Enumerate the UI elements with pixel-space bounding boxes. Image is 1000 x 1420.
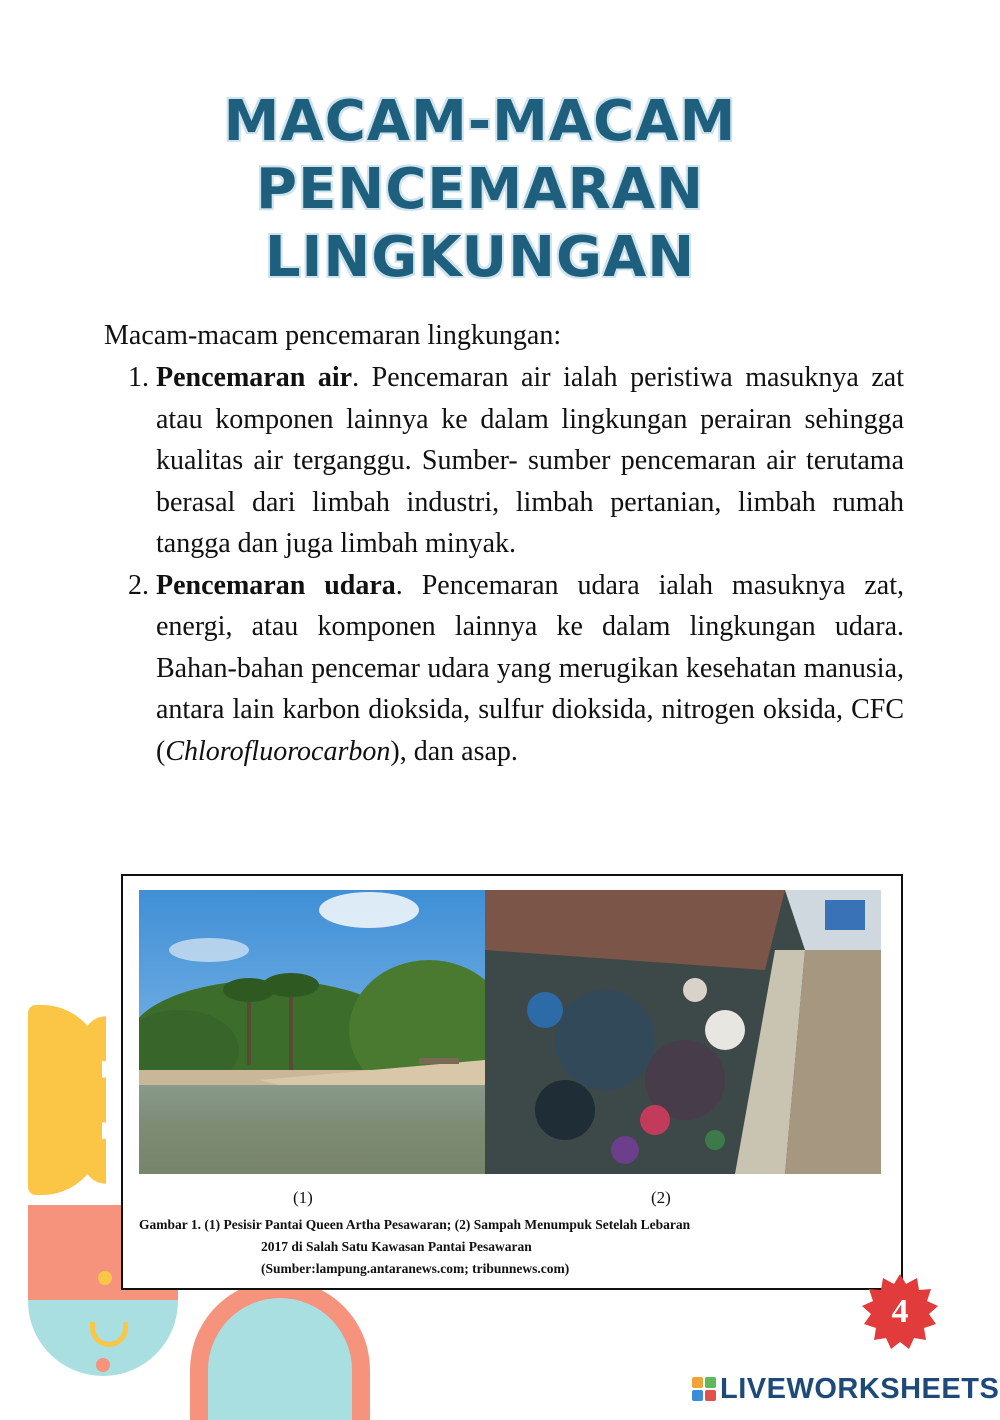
decorative-dot (96, 1358, 110, 1372)
item-text: . Pencemaran udara ialah masuknya zat, energi, atau komponen lainnya ke dalam lingkungan udara. Bahan-bahan pencemar udara yang merugikan kesehatan manusia, antara lain karbon dioksida, sulfur dioksida, nitrogen oksida, CFC ( (156, 569, 905, 767)
title-line-1: MACAM-MACAM (223, 89, 737, 154)
caption-line-2: 2017 di Salah Satu Kawasan Pantai Pesawaran (261, 1239, 532, 1254)
caption-line-1: Gambar 1. (1) Pesisir Pantai Queen Artha Pesawaran; (2) Sampah Menumpuk Setelah Lebaran (139, 1217, 691, 1232)
figure-box (121, 874, 903, 1290)
list-item (104, 357, 904, 565)
page-number-badge (860, 1272, 940, 1352)
list-item (104, 565, 904, 773)
brand-logo (692, 1372, 999, 1406)
item-term: Pencemaran air (156, 362, 353, 393)
page-title (0, 88, 960, 292)
decorative-dot (98, 1271, 112, 1285)
liveworksheets-icon (692, 1377, 716, 1401)
figure-label-1: (1) (293, 1188, 313, 1207)
decorative-yellow-scallop (60, 1010, 106, 1190)
item-text: . Pencemaran air ialah peristiwa masuknya zat atau komponen lainnya ke dalam lingkungan perairan sehingga kualitas air terganggu. Sumber- sumber pencemaran air terutama berasal dari limbah industri, limbah pertanian, limbah rumah tangga dan juga limbah minyak. (156, 362, 904, 559)
title-line-2: PENCEMARAN (256, 157, 704, 222)
page-number: 4 (891, 1293, 909, 1330)
item-number: 1. (128, 362, 149, 393)
item-number: 2. (128, 569, 149, 601)
brand-name: LIVEWORKSHEETS (720, 1372, 1000, 1405)
item-text-end: ), dan asap. (390, 735, 518, 767)
beach-photo (139, 890, 485, 1174)
intro-text: Macam-macam pencemaran lingkungan: (104, 320, 562, 351)
item-term: Pencemaran udara (156, 569, 396, 601)
caption-line-3: (Sumber:lampung.antaranews.com; tribunnews.com) (261, 1261, 570, 1276)
pollution-list (104, 357, 904, 772)
trash-photo (485, 890, 881, 1174)
item-italic-term: Chlorofluorocarbon (165, 735, 391, 767)
figure-caption (139, 1214, 889, 1280)
decorative-arch (190, 1280, 370, 1420)
title-line-3: LINGKUNGAN (264, 225, 696, 290)
figure-label-2: (2) (651, 1188, 671, 1207)
